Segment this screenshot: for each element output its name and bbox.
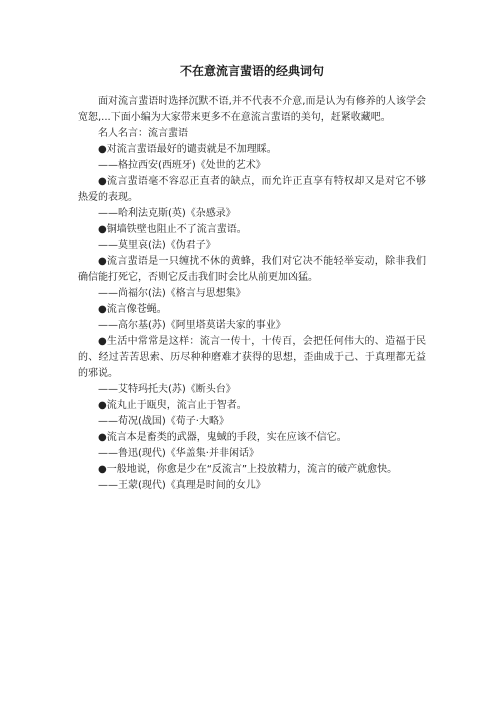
quote-source: ——尚福尔(法)《格言与思想集》 (98, 288, 246, 299)
quote-source: ——高尔基(苏)《阿里塔莫诺夫家的事业》 (98, 320, 286, 331)
page-title: 不在意流言蜚语的经典词句 (179, 64, 324, 78)
quote-source: ——鲁迅(现代)《华盖集·并非闲话》 (98, 448, 259, 459)
quote-source: ——格拉西安(西班牙)《处世的艺术》 (98, 160, 266, 171)
quote-text: ●流言本是畜类的武器，鬼蜮的手段，实在应该不信它。 (98, 432, 347, 443)
quote-source: ——王蒙(现代)《真理是时间的女儿》 (98, 480, 266, 491)
quote-text: ●铜墙铁壁也阻止不了流言蜚语。 (98, 224, 247, 235)
quote-source: ——哈利法克斯(英)《杂感录》 (98, 208, 236, 219)
quote-text: ●流言蜚语毫不容忍正直者的缺点，而允许正直享有特权却又是对它不够热爱的表现。 (78, 176, 426, 203)
quote-source: ——荀况(战国)《荀子·大略》 (98, 416, 229, 427)
quote-source: ——莫里哀(法)《伪君子》 (98, 240, 216, 251)
quote-text: ●流言蜚语是一只缠扰不休的黄蜂，我们对它决不能轻举妄动，除非我们确信能打死它，否则它反击我们时会比从前更加凶猛。 (78, 256, 426, 283)
document-body (78, 62, 426, 494)
quote-text: ●一般地说，你愈是少在“反流言”上投放精力，流言的破产就愈快。 (98, 464, 398, 475)
quote-text: ●流丸止于瓯臾，流言止于智者。 (98, 400, 247, 411)
quote-text: ●流言像苍蝇。 (98, 304, 167, 315)
quote-text: ●对流言蜚语最好的谴责就是不加理睬。 (98, 144, 277, 155)
quote-source: ——艾特玛托夫(苏)《断头台》 (98, 384, 236, 395)
intro-paragraph: 面对流言蜚语时选择沉默不语,并不代表不介意,而是认为有修养的人该学会宽恕,...下面小编为大家带来更多不在意流言蜚语的美句，赶紧收藏吧。 (78, 96, 426, 123)
quote-text: ●生活中常常是这样：流言一传十，十传百，会把任何伟大的、造福于民的、经过苦苦思索、历尽种种磨难才获得的思想，歪曲成于己、于真理都无益的邪说。 (78, 336, 426, 379)
section-heading: 名人名言：流言蜚语 (98, 128, 188, 139)
